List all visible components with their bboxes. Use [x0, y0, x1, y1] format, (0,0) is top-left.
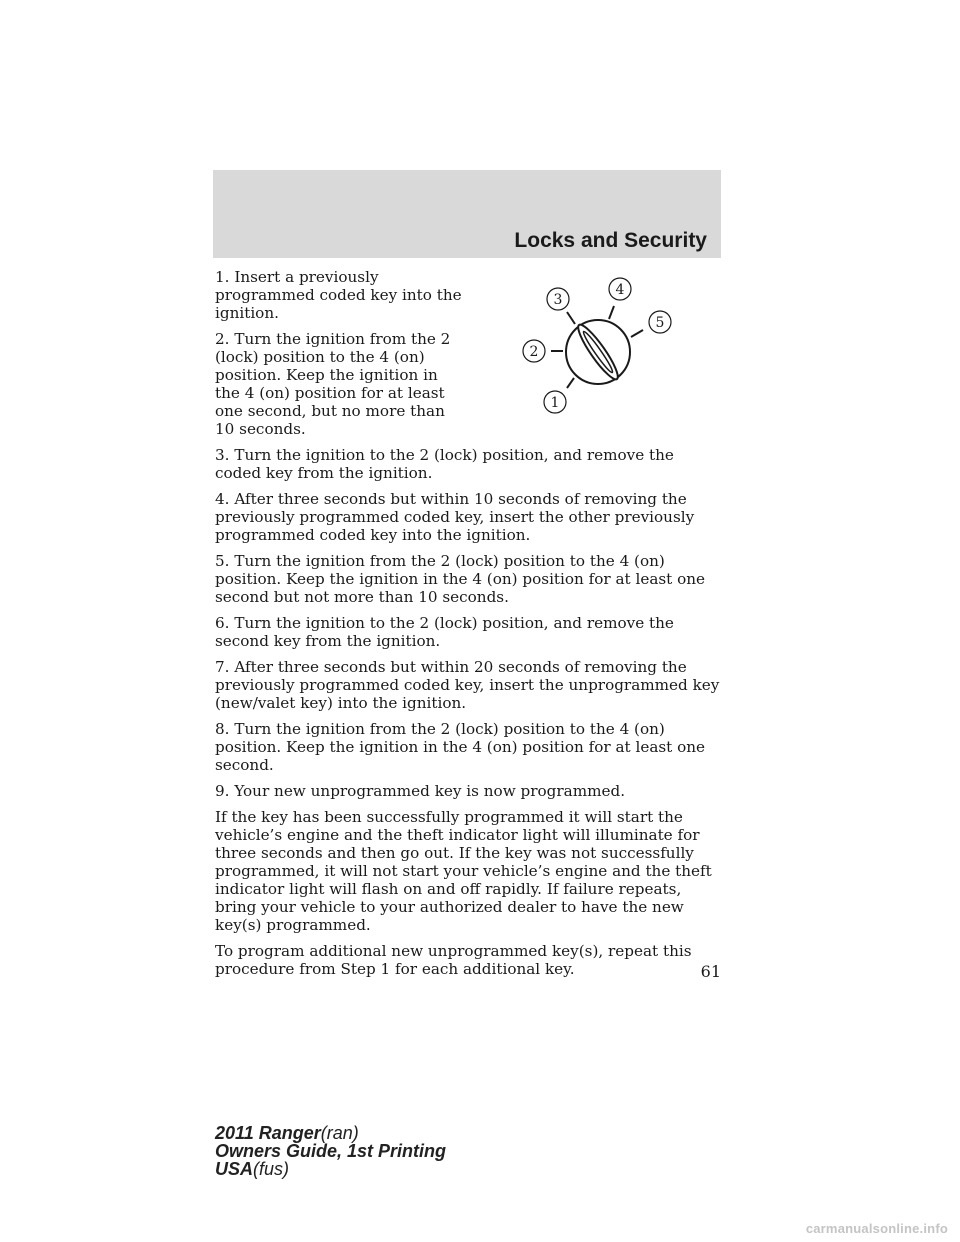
footer-line-3 [215, 1160, 446, 1178]
svg-text:3: 3 [553, 292, 563, 308]
step-2: 2. Turn the ignition from the 2 (lock) position to the 4 (on) position. Keep the ignition in the 4 (on) position for at least one second, but no more than 10 seconds. [215, 330, 451, 438]
footer-line-2 [215, 1142, 446, 1160]
document-footer [215, 1124, 446, 1178]
svg-text:2: 2 [529, 344, 539, 360]
svg-text:4: 4 [615, 282, 625, 298]
step-5: 5. Turn the ignition from the 2 (lock) position to the 4 (on) position. Keep the ignition in the 4 (on) position for at least one second but not more than 10 seconds. [215, 552, 706, 606]
body-text [215, 268, 721, 986]
step-7: 7. After three seconds but within 20 seconds of removing the previously programmed coded key, insert the unprogrammed key (new/valet key) into the ignition. [215, 658, 720, 712]
footer-market: USA [215, 1159, 254, 1179]
page-number: 61 [700, 962, 721, 981]
section-title: Locks and Security [514, 229, 707, 252]
footer-model: 2011 Ranger [215, 1123, 321, 1143]
footer-market-code: (fus) [253, 1159, 290, 1179]
result-paragraph: If the key has been successfully programmed it will start the vehicle’s engine and the theft indicator light will illuminate for three seconds and then go out. If the key was not successfully programmed, it will not start your vehicle’s engine and the theft indicator light will flash on and off rapidly. If failure repeats, bring your vehicle to your authorized dealer to have the new key(s) programmed. [215, 808, 712, 934]
step-9: 9. Your new unprogrammed key is now programmed. [215, 782, 626, 800]
footer-model-code: (ran) [320, 1123, 359, 1143]
additional-keys-paragraph: To program additional new unprogrammed key(s), repeat this procedure from Step 1 for each additional key. [215, 942, 692, 978]
step-6: 6. Turn the ignition to the 2 (lock) position, and remove the second key from the ignition. [215, 614, 674, 650]
step-8: 8. Turn the ignition from the 2 (lock) position to the 4 (on) position. Keep the ignition in the 4 (on) position for at least one second. [215, 720, 706, 774]
svg-text:1: 1 [550, 395, 560, 411]
footer-line-1 [215, 1124, 446, 1142]
step-4: 4. After three seconds but within 10 seconds of removing the previously programmed coded key, insert the other previously programmed coded key into the ignition. [215, 490, 695, 544]
svg-text:5: 5 [655, 315, 665, 331]
step-3: 3. Turn the ignition to the 2 (lock) position, and remove the coded key from the ignition. [215, 446, 674, 482]
section-header-band [213, 170, 721, 258]
site-watermark: carmanualsonline.info [805, 1221, 948, 1236]
footer-edition: Owners Guide, 1st Printing [215, 1141, 447, 1161]
step-1: 1. Insert a previously programmed coded key into the ignition. [215, 268, 462, 322]
